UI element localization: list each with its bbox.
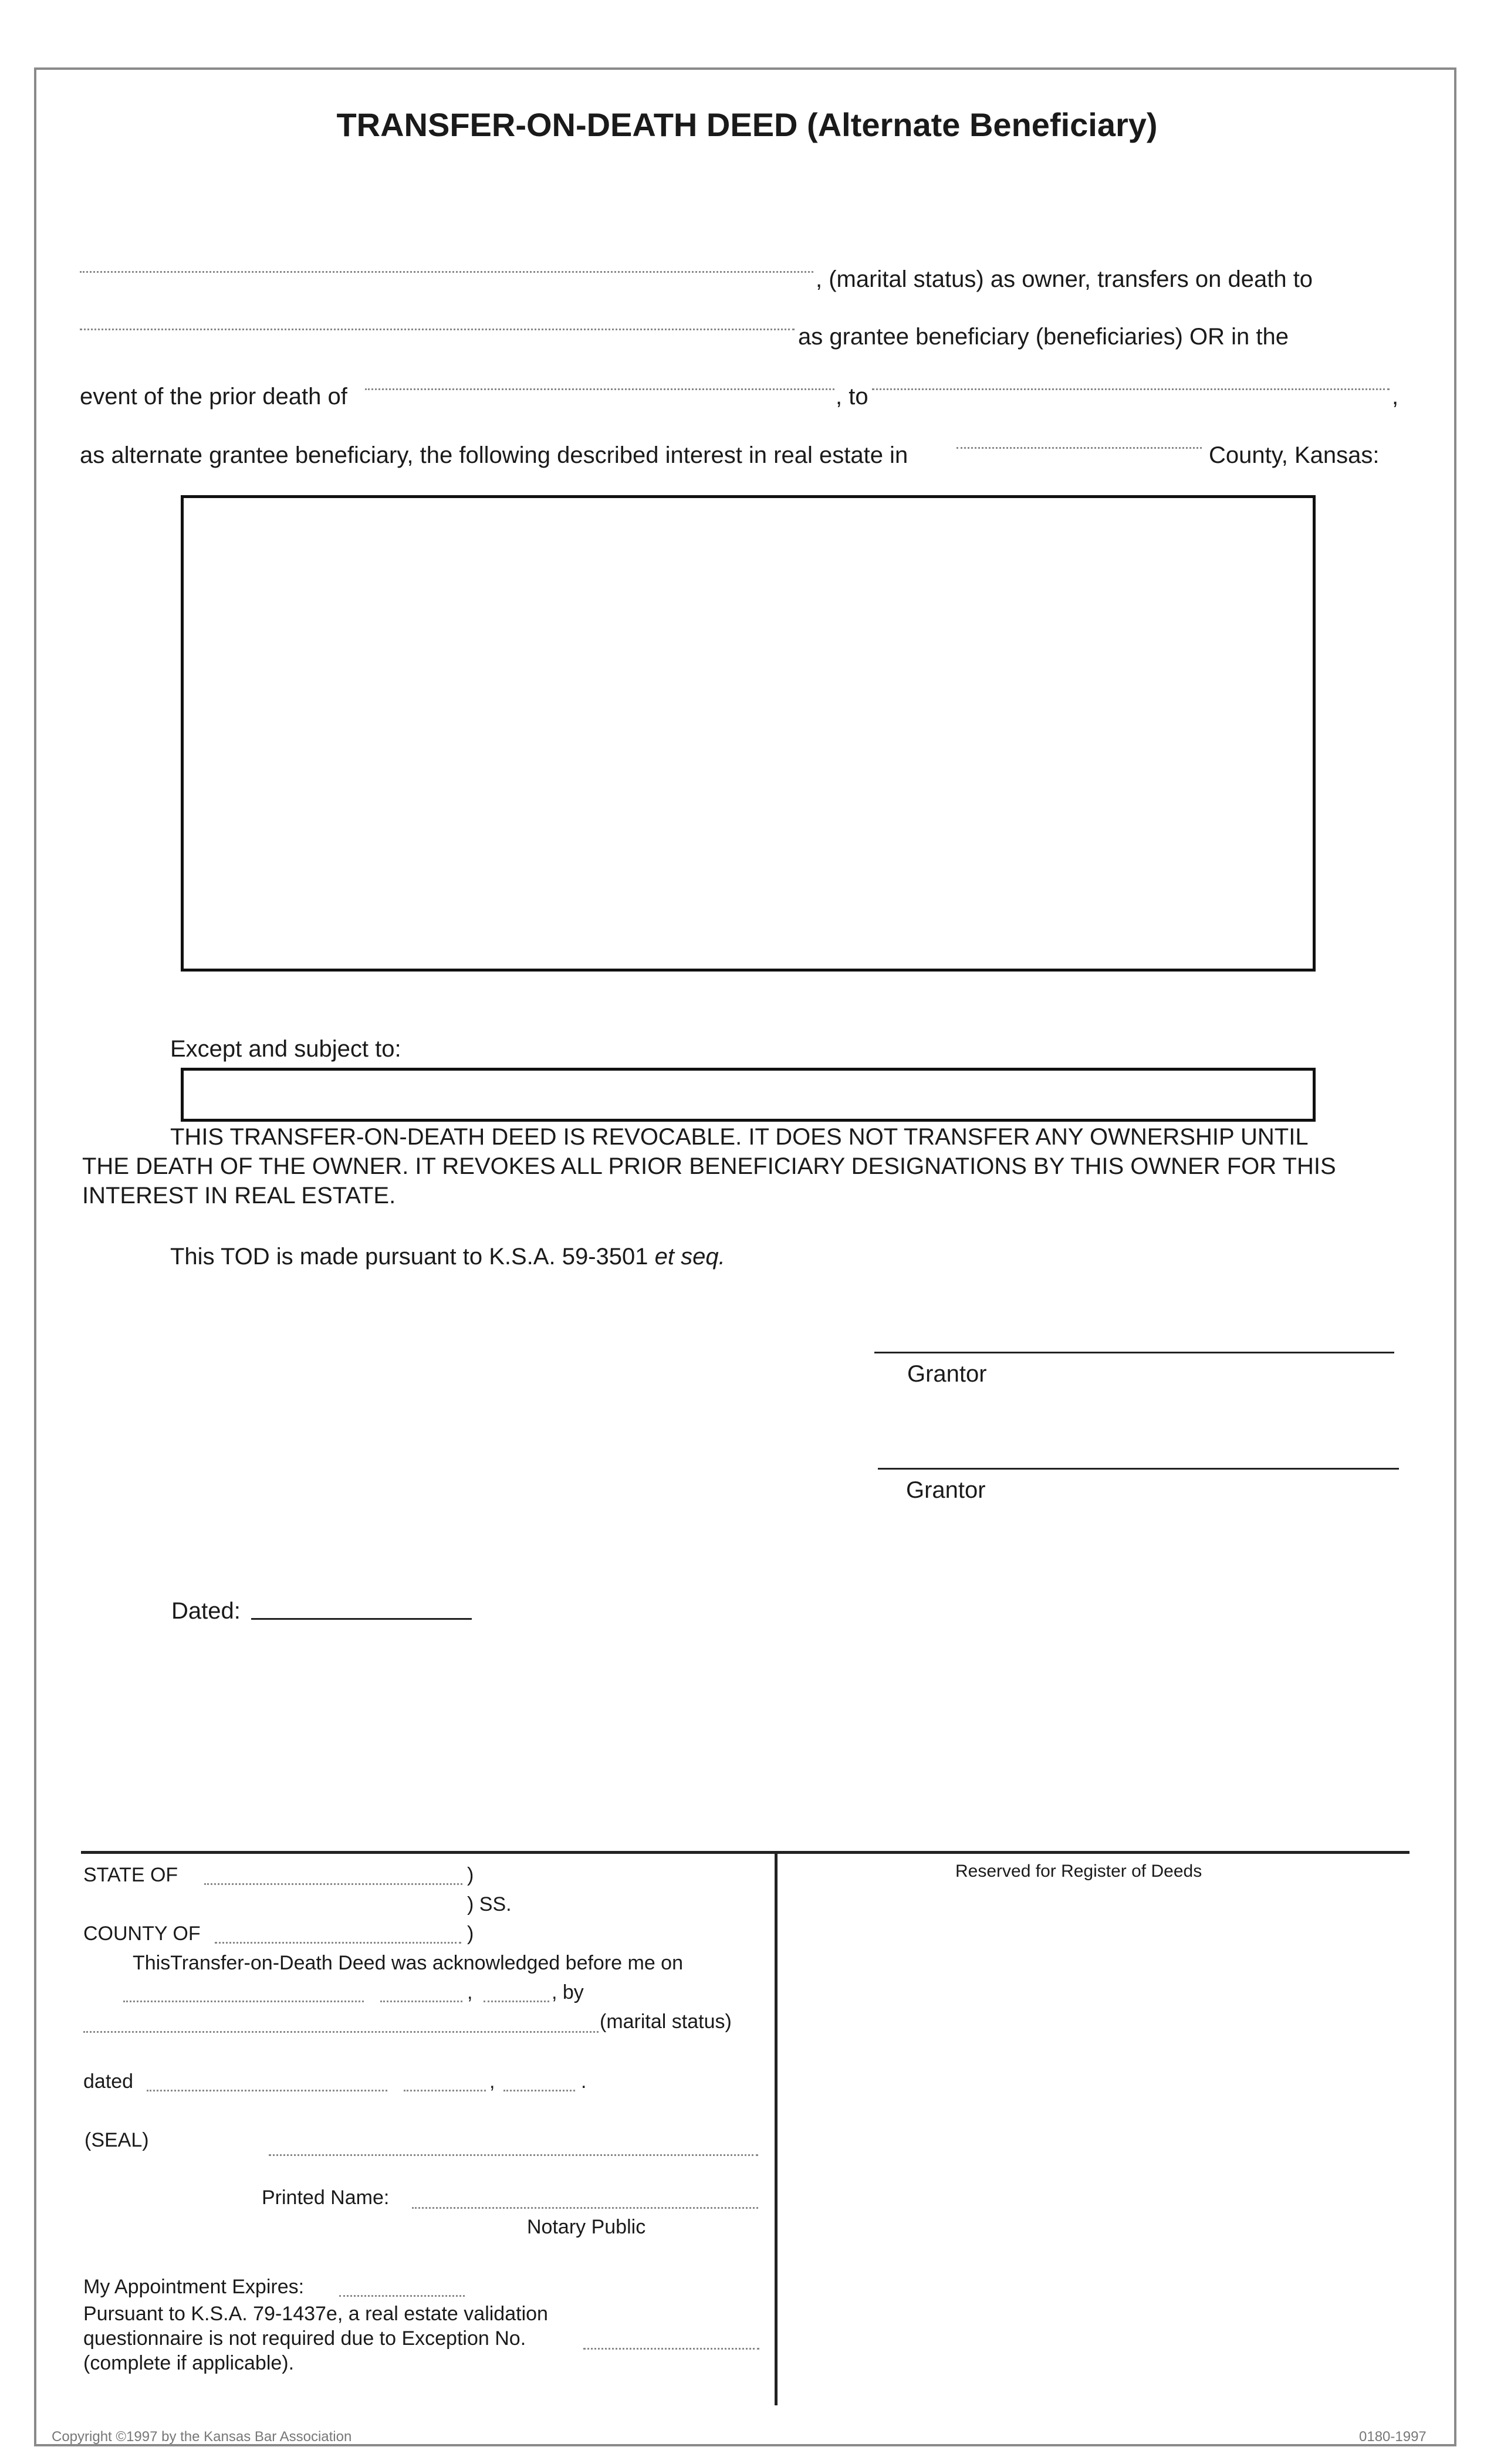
acknowledged-by-field[interactable] [83,2031,599,2033]
grantor-signature-line-1[interactable] [874,1352,1394,1353]
notary-dated-period: . [581,2070,587,2093]
county-of-label: COUNTY OF [83,1923,201,1945]
alternate-grantee-text: as alternate grantee beneficiary, the following described interest in real estate in [80,442,908,468]
line3-comma: , [1392,384,1399,409]
notary-marital-status: (marital status) [600,2011,732,2033]
notary-dated-comma: , [489,2070,495,2093]
copyright-text: Copyright ©1997 by the Kansas Bar Association [52,2429,352,2445]
dated-field[interactable] [251,1618,472,1620]
state-of-label: STATE OF [83,1864,178,1886]
pursuant-line-2: questionnaire is not required due to Exception No. [83,2327,526,2350]
notary-dated-year[interactable] [503,2090,575,2091]
by-label: , by [552,1981,584,2003]
notary-county-field[interactable] [215,1942,461,1944]
pursuant-line-1: Pursuant to K.S.A. 79-1437e, a real estate validation [83,2303,548,2325]
ss-label: ) SS. [467,1893,512,1915]
legal-description-box[interactable] [181,495,1316,972]
pursuant-line-3: (complete if applicable). [83,2352,295,2374]
register-of-deeds-label: Reserved for Register of Deeds [955,1861,1202,1881]
to-text: , to [836,384,868,409]
dated-label: Dated: [171,1598,241,1624]
tod-statute-text [170,1243,725,1271]
revocable-line-1: THIS TRANSFER-ON-DEATH DEED IS REVOCABLE. IT DOES NOT TRANSFER ANY OWNERSHIP UNTIL [170,1124,1309,1150]
ack-comma: , [467,1981,473,2003]
appointment-expires-field[interactable] [339,2295,465,2297]
exception-number-field[interactable] [583,2348,759,2350]
tod-statute-italic: et seq. [654,1244,725,1270]
grantor-signature-line-2[interactable] [878,1468,1399,1470]
owner-name-field[interactable] [80,271,813,273]
notary-signature-field[interactable] [269,2154,758,2156]
alternate-beneficiary-field[interactable] [872,388,1390,390]
county-paren: ) [467,1923,474,1945]
ack-year-field[interactable] [484,2001,549,2002]
notary-dated-field-1[interactable] [147,2090,387,2091]
tod-statute-main: This TOD is made pursuant to K.S.A. 59-3501 [170,1244,648,1270]
prior-death-text: event of the prior death of [80,384,347,409]
grantee-beneficiary-field[interactable] [80,329,795,330]
revocable-line-2: THE DEATH OF THE OWNER. IT REVOKES ALL PRIOR BENEFICIARY DESIGNATIONS BY THIS OWNER FOR THIS [82,1153,1336,1179]
printed-name-label: Printed Name: [262,2187,390,2209]
notary-dated-label: dated [83,2070,134,2093]
revocable-line-3: INTEREST IN REAL ESTATE. [82,1183,396,1209]
notary-divider [775,1854,778,2405]
ack-date-field-2[interactable] [380,2001,462,2002]
grantee-beneficiary-text: as grantee beneficiary (beneficiaries) OR in the [798,324,1289,350]
state-paren: ) [467,1864,474,1886]
page-title: TRANSFER-ON-DEATH DEED (Alternate Beneficiary) [336,106,1158,143]
county-kansas-text: County, Kansas: [1209,442,1380,468]
county-field[interactable] [956,447,1202,449]
notary-dated-field-2[interactable] [404,2090,486,2091]
notary-top-rule [81,1851,1410,1854]
seal-label: (SEAL) [84,2129,149,2151]
appointment-expires-label: My Appointment Expires: [83,2276,305,2298]
printed-name-field[interactable] [412,2207,758,2209]
form-number: 0180-1997 [1359,2429,1427,2445]
owner-transfers-text: , (marital status) as owner, transfers on death to [816,266,1313,292]
except-subject-box[interactable] [181,1068,1316,1122]
except-label: Except and subject to: [170,1036,401,1062]
prior-death-field[interactable] [365,388,834,390]
state-field[interactable] [204,1883,462,1885]
notary-public-label: Notary Public [527,2216,646,2238]
ack-date-field-1[interactable] [123,2001,364,2002]
grantor-label-1: Grantor [907,1361,987,1387]
acknowledged-text: ThisTransfer-on-Death Deed was acknowledged before me on [133,1952,684,1974]
grantor-label-2: Grantor [906,1477,986,1503]
